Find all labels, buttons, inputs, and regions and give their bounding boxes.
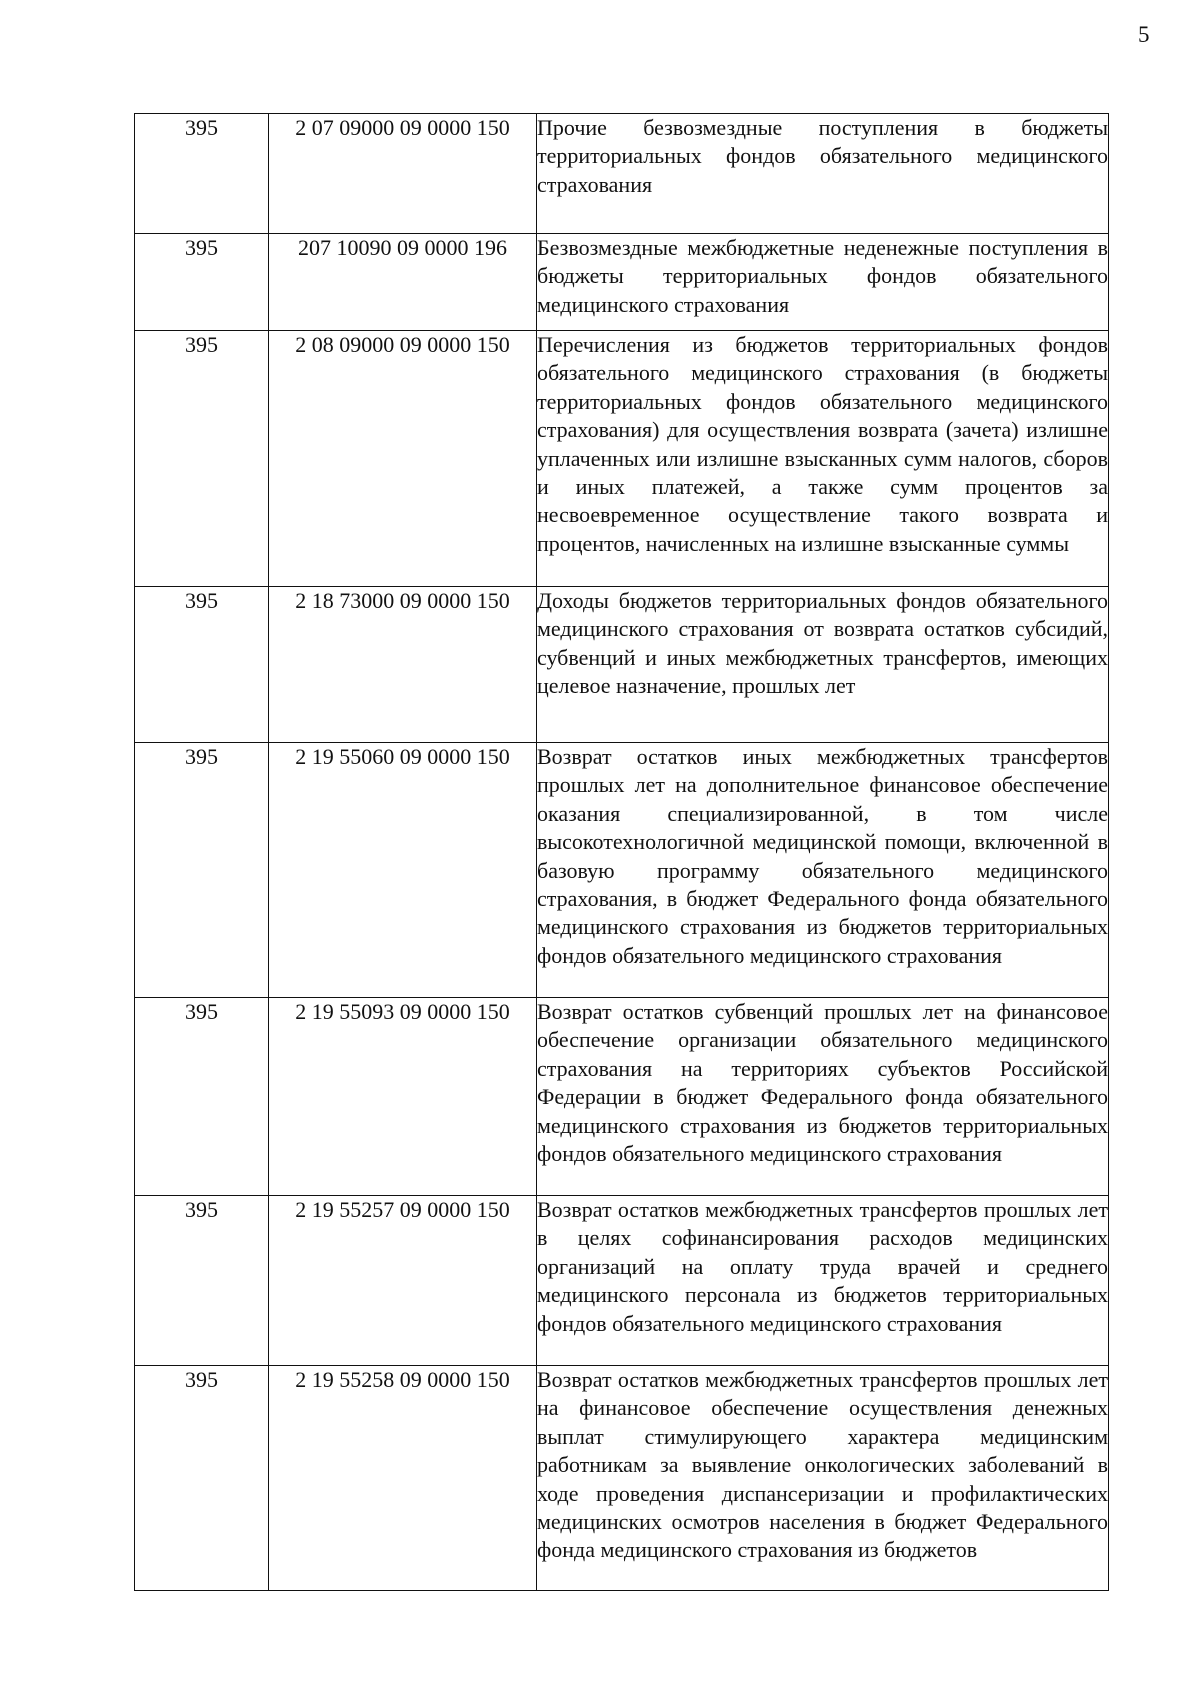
income-name-cell: Доходы бюджетов территориальных фондов обязательного медицинского страхования от возврата остатков субсидий, субвенций и иных межбюджетных трансфертов, имеющих целевое назначение, прошлых лет bbox=[537, 587, 1109, 743]
admin-code-cell: 395 bbox=[135, 998, 269, 1196]
income-name-cell: Возврат остатков межбюджетных трансфертов прошлых лет на финансовое обеспечение осуществления денежных выплат стимулирующего характера медицинским работникам за выявление онкологических заболеваний в ходе проведения диспансеризации и профилактических медицинских осмотров населения в бюджет Федерального фонда медицинского страхования из бюджетов bbox=[537, 1366, 1109, 1591]
budget-code-cell: 2 19 55093 09 0000 150 bbox=[269, 998, 537, 1196]
admin-code-cell: 395 bbox=[135, 1196, 269, 1366]
budget-code-cell: 2 19 55258 09 0000 150 bbox=[269, 1366, 537, 1591]
admin-code-cell: 395 bbox=[135, 587, 269, 743]
admin-code-cell: 395 bbox=[135, 1366, 269, 1591]
admin-code-cell: 395 bbox=[135, 743, 269, 998]
table-row bbox=[135, 331, 1109, 587]
income-name-cell: Безвозмездные межбюджетные неденежные поступления в бюджеты территориальных фондов обязательного медицинского страхования bbox=[537, 234, 1109, 331]
budget-code-cell: 2 18 73000 09 0000 150 bbox=[269, 587, 537, 743]
budget-code-cell: 2 19 55060 09 0000 150 bbox=[269, 743, 537, 998]
budget-code-cell: 2 07 09000 09 0000 150 bbox=[269, 114, 537, 234]
table-row bbox=[135, 114, 1109, 234]
admin-code-cell: 395 bbox=[135, 114, 269, 234]
table-row bbox=[135, 1366, 1109, 1591]
income-name-cell: Прочие безвозмездные поступления в бюджеты территориальных фондов обязательного медицинского страхования bbox=[537, 114, 1109, 234]
admin-code-cell: 395 bbox=[135, 234, 269, 331]
table-row bbox=[135, 587, 1109, 743]
table-row bbox=[135, 998, 1109, 1196]
table-row bbox=[135, 1196, 1109, 1366]
page-number: 5 bbox=[1138, 22, 1150, 47]
income-name-cell: Возврат остатков межбюджетных трансфертов прошлых лет в целях софинансирования расходов медицинских организаций на оплату труда врачей и среднего медицинского персонала из бюджетов территориальных фондов обязательного медицинского страхования bbox=[537, 1196, 1109, 1366]
admin-code-cell: 395 bbox=[135, 331, 269, 587]
table-row bbox=[135, 743, 1109, 998]
income-name-cell: Возврат остатков субвенций прошлых лет на финансовое обеспечение организации обязательного медицинского страхования на территориях субъектов Российской Федерации в бюджет Федерального фонда обязательного медицинского страхования из бюджетов территориальных фондов обязательного медицинского страхования bbox=[537, 998, 1109, 1196]
income-name-cell: Возврат остатков иных межбюджетных трансфертов прошлых лет на дополнительное финансовое обеспечение оказания специализированной, в том числе высокотехнологичной медицинской помощи, включенной в базовую программу обязательного медицинского страхования, в бюджет Федерального фонда обязательного медицинского страхования из бюджетов территориальных фондов обязательного медицинского страхования bbox=[537, 743, 1109, 998]
table-row bbox=[135, 234, 1109, 331]
budget-code-cell: 2 19 55257 09 0000 150 bbox=[269, 1196, 537, 1366]
budget-code-cell: 207 10090 09 0000 196 bbox=[269, 234, 537, 331]
income-name-cell: Перечисления из бюджетов территориальных фондов обязательного медицинского страхования (в бюджеты территориальных фондов обязательного медицинского страхования) для осуществления возврата (зачета) излишне уплаченных или излишне взысканных сумм налогов, сборов и иных платежей, а также сумм процентов за несвоевременное осуществление такого возврата и процентов, начисленных на излишне взысканные суммы bbox=[537, 331, 1109, 587]
budget-codes-table bbox=[134, 113, 1109, 1591]
budget-code-cell: 2 08 09000 09 0000 150 bbox=[269, 331, 537, 587]
